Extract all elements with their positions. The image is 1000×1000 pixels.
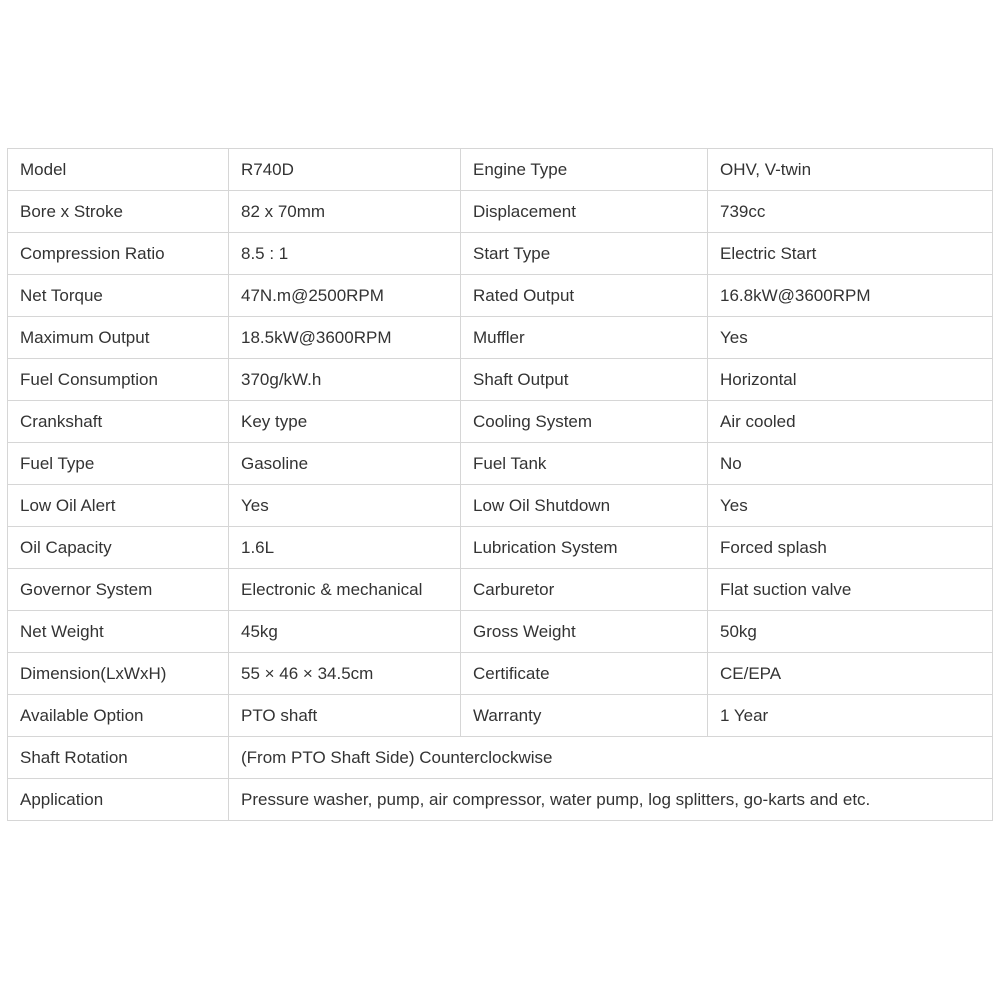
spec-value-cell: (From PTO Shaft Side) Counterclockwise <box>229 737 993 779</box>
spec-value-cell: Pressure washer, pump, air compressor, water pump, log splitters, go-karts and etc. <box>229 779 993 821</box>
spec-label-cell: Low Oil Alert <box>8 485 229 527</box>
spec-value-cell: 16.8kW@3600RPM <box>708 275 993 317</box>
spec-label-cell: Oil Capacity <box>8 527 229 569</box>
spec-label-cell: Muffler <box>461 317 708 359</box>
spec-value-cell: Key type <box>229 401 461 443</box>
table-row <box>8 527 993 569</box>
spec-value-cell: 739cc <box>708 191 993 233</box>
spec-label-cell: Engine Type <box>461 149 708 191</box>
spec-label-cell: Start Type <box>461 233 708 275</box>
spec-value-cell: Forced splash <box>708 527 993 569</box>
spec-label-cell: Lubrication System <box>461 527 708 569</box>
spec-value-cell: 8.5 : 1 <box>229 233 461 275</box>
spec-label-cell: Certificate <box>461 653 708 695</box>
spec-label-cell: Application <box>8 779 229 821</box>
table-row <box>8 653 993 695</box>
spec-value-cell: Yes <box>708 485 993 527</box>
table-row <box>8 695 993 737</box>
spec-label-cell: Fuel Consumption <box>8 359 229 401</box>
table-row <box>8 233 993 275</box>
spec-label-cell: Crankshaft <box>8 401 229 443</box>
table-row <box>8 611 993 653</box>
spec-value-cell: 50kg <box>708 611 993 653</box>
spec-label-cell: Compression Ratio <box>8 233 229 275</box>
spec-label-cell: Cooling System <box>461 401 708 443</box>
table-row <box>8 569 993 611</box>
spec-value-cell: Air cooled <box>708 401 993 443</box>
spec-value-cell: 1 Year <box>708 695 993 737</box>
spec-label-cell: Available Option <box>8 695 229 737</box>
spec-value-cell: 47N.m@2500RPM <box>229 275 461 317</box>
spec-value-cell: Flat suction valve <box>708 569 993 611</box>
spec-table-body <box>8 149 993 821</box>
spec-value-cell: 45kg <box>229 611 461 653</box>
spec-label-cell: Shaft Rotation <box>8 737 229 779</box>
table-row <box>8 275 993 317</box>
spec-value-cell: CE/EPA <box>708 653 993 695</box>
spec-value-cell: 82 x 70mm <box>229 191 461 233</box>
spec-label-cell: Bore x Stroke <box>8 191 229 233</box>
spec-label-cell: Low Oil Shutdown <box>461 485 708 527</box>
spec-value-cell: Yes <box>229 485 461 527</box>
table-row <box>8 149 993 191</box>
spec-label-cell: Gross Weight <box>461 611 708 653</box>
spec-value-cell: 370g/kW.h <box>229 359 461 401</box>
spec-label-cell: Rated Output <box>461 275 708 317</box>
spec-value-cell: PTO shaft <box>229 695 461 737</box>
table-row <box>8 737 993 779</box>
spec-value-cell: 18.5kW@3600RPM <box>229 317 461 359</box>
spec-value-cell: Horizontal <box>708 359 993 401</box>
spec-value-cell: Gasoline <box>229 443 461 485</box>
spec-label-cell: Governor System <box>8 569 229 611</box>
spec-value-cell: R740D <box>229 149 461 191</box>
spec-label-cell: Carburetor <box>461 569 708 611</box>
spec-label-cell: Fuel Type <box>8 443 229 485</box>
spec-label-cell: Warranty <box>461 695 708 737</box>
spec-label-cell: Fuel Tank <box>461 443 708 485</box>
table-row <box>8 359 993 401</box>
spec-value-cell: 55 × 46 × 34.5cm <box>229 653 461 695</box>
spec-label-cell: Maximum Output <box>8 317 229 359</box>
table-row <box>8 317 993 359</box>
table-row <box>8 779 993 821</box>
spec-value-cell: Yes <box>708 317 993 359</box>
spec-value-cell: No <box>708 443 993 485</box>
spec-value-cell: Electric Start <box>708 233 993 275</box>
table-row <box>8 401 993 443</box>
spec-label-cell: Model <box>8 149 229 191</box>
spec-label-cell: Net Torque <box>8 275 229 317</box>
spec-label-cell: Displacement <box>461 191 708 233</box>
table-row <box>8 443 993 485</box>
table-row <box>8 485 993 527</box>
spec-label-cell: Net Weight <box>8 611 229 653</box>
spec-table <box>7 148 993 821</box>
spec-label-cell: Shaft Output <box>461 359 708 401</box>
table-row <box>8 191 993 233</box>
spec-value-cell: Electronic & mechanical <box>229 569 461 611</box>
spec-label-cell: Dimension(LxWxH) <box>8 653 229 695</box>
spec-value-cell: OHV, V-twin <box>708 149 993 191</box>
spec-value-cell: 1.6L <box>229 527 461 569</box>
